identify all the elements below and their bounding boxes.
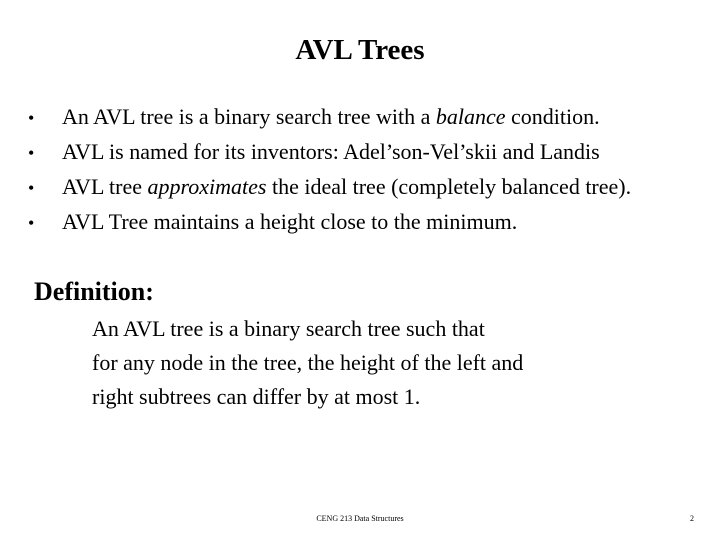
bullet-marker: • (28, 213, 35, 233)
bullet-marker: • (28, 143, 35, 163)
bullet-text (62, 136, 600, 168)
bullet-text (62, 101, 600, 133)
bullet-item (28, 136, 631, 171)
slide-title: AVL Trees (295, 34, 425, 66)
definition-line: An AVL tree is a binary search tree such that (92, 316, 485, 341)
bullet-text-after: the ideal tree (completely balanced tree). (266, 174, 632, 199)
footer-course-text: CENG 213 Data Structures (316, 514, 404, 523)
bullet-item (28, 206, 631, 241)
footer-course-name (0, 513, 720, 525)
footer-page-number: 2 (690, 514, 694, 523)
bullet-text-emphasis: balance (435, 104, 506, 129)
bullet-text-before: An AVL tree is a binary search tree with a (62, 104, 436, 129)
bullet-item (28, 171, 631, 206)
bullet-text-before: AVL tree (62, 174, 148, 199)
bullet-marker: • (28, 178, 35, 198)
bullet-text-after: condition. (505, 104, 600, 129)
bullet-text-before: AVL Tree maintains a height close to the minimum. (62, 209, 518, 234)
bullet-text (62, 206, 517, 238)
bullet-list (28, 101, 631, 241)
bullet-text (62, 171, 631, 203)
bullet-item (28, 101, 631, 136)
definition-heading: Definition: (34, 277, 154, 306)
bullet-marker: • (28, 108, 35, 128)
bullet-text-before: AVL is named for its inventors: Adel’son-Vel’skii and Landis (62, 139, 600, 164)
definition-body (92, 312, 523, 414)
bullet-text-emphasis: approximates (147, 174, 267, 199)
definition-line: for any node in the tree, the height of the left and (92, 350, 524, 375)
definition-line: right subtrees can differ by at most 1. (92, 384, 421, 409)
